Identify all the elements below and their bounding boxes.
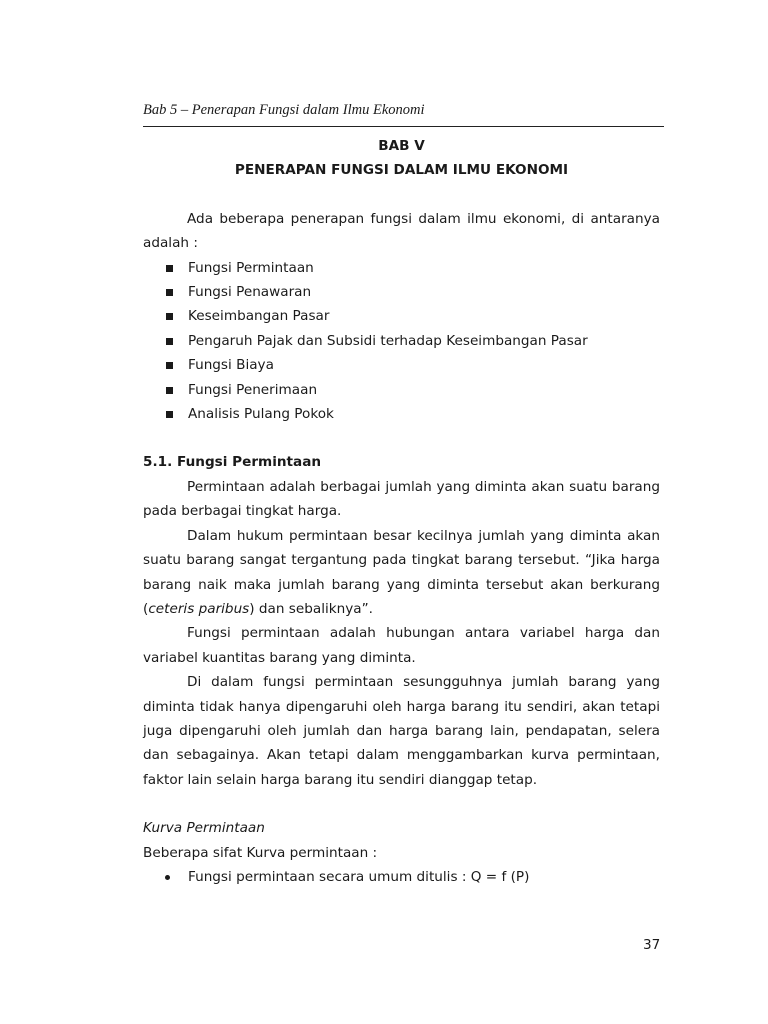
list-item <box>143 865 660 889</box>
square-bullet-icon <box>166 313 173 320</box>
running-header: Bab 5 – Penerapan Fungsi dalam Ilmu Ekonomi <box>143 102 425 118</box>
paragraph-law-of-demand <box>143 524 660 622</box>
list-item <box>143 256 660 280</box>
section-heading: 5.1. Fungsi Permintaan <box>143 454 322 471</box>
list-item-text: Pengaruh Pajak dan Subsidi terhadap Keseimbangan Pasar <box>188 332 588 349</box>
list-item <box>143 280 660 304</box>
square-bullet-icon <box>166 265 173 272</box>
paragraph-text: Dalam hukum permintaan besar kecilnya jumlah yang diminta akan suatu barang sangat tergantung pada tingkat barang tersebut. “Jika harga barang naik maka jumlah barang yang diminta tersebut akan berkurang ( <box>143 527 660 617</box>
chapter-title: PENERAPAN FUNGSI DALAM ILMU EKONOMI <box>234 162 569 179</box>
list-item <box>143 329 660 353</box>
list-item <box>143 353 660 377</box>
curve-properties-list <box>143 865 660 889</box>
list-item-text: Keseimbangan Pasar <box>188 308 330 325</box>
list-item-text: Fungsi Penawaran <box>188 284 312 301</box>
paragraph-text: ) dan sebaliknya”. <box>249 600 373 617</box>
paragraph-other-factors: Di dalam fungsi permintaan sesungguhnya jumlah barang yang diminta tidak hanya dipengaruhi oleh harga barang itu sendiri, akan tetapi juga dipengaruhi oleh jumlah dan harga barang lain, pendapatan, selera dan sebagainya. Akan tetapi dalam menggambarkan kurva permintaan, faktor lain selain harga barang itu sendiri dianggap tetap. <box>143 674 660 788</box>
list-item-text: Fungsi Permintaan <box>188 259 314 276</box>
applications-list <box>143 256 660 427</box>
square-bullet-icon <box>166 362 173 369</box>
chapter-number: BAB V <box>378 138 425 154</box>
square-bullet-icon <box>166 411 173 418</box>
square-bullet-icon <box>166 387 173 394</box>
list-item-text: Fungsi Penerimaan <box>188 381 318 398</box>
list-item-text: Fungsi permintaan secara umum ditulis : Q = f (P) <box>188 868 530 885</box>
paragraph-definition: Permintaan adalah berbagai jumlah yang diminta akan suatu barang pada berbagai tingkat harga. <box>143 478 660 520</box>
page-number: 37 <box>643 937 661 953</box>
paragraph-demand-function: Fungsi permintaan adalah hubungan antara variabel harga dan variabel kuantitas barang yang diminta. <box>143 625 660 666</box>
list-item-text: Fungsi Biaya <box>188 357 274 374</box>
list-item-text: Analisis Pulang Pokok <box>188 406 334 423</box>
italic-term: ceteris paribus <box>148 600 250 617</box>
page-content <box>143 134 660 889</box>
intro-paragraph: Ada beberapa penerapan fungsi dalam ilmu ekonomi, di antaranya adalah : <box>143 210 660 252</box>
list-item <box>143 304 660 328</box>
curve-intro: Beberapa sifat Kurva permintaan : <box>143 844 378 861</box>
subsection-heading: Kurva Permintaan <box>143 820 265 837</box>
square-bullet-icon <box>166 338 173 345</box>
square-bullet-icon <box>166 289 173 296</box>
header-rule <box>143 126 664 127</box>
list-item <box>143 402 660 426</box>
list-item <box>143 378 660 402</box>
dot-bullet-icon <box>165 875 170 880</box>
